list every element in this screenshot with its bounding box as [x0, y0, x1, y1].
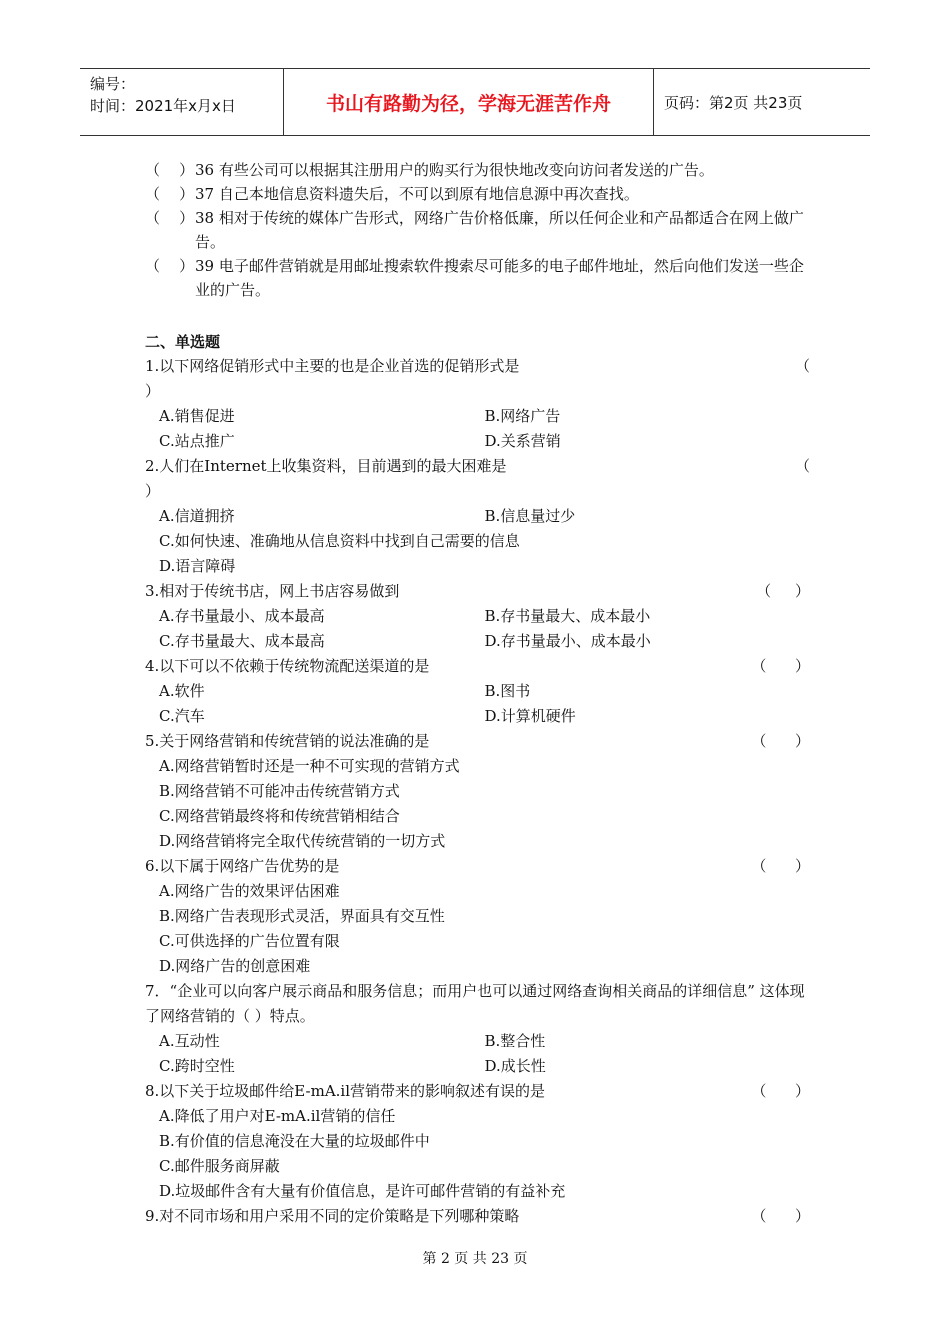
option: B.网络广告 — [484, 407, 561, 425]
answer-bracket: （ ） — [756, 582, 810, 600]
answer-bracket: （ ） — [145, 257, 195, 275]
question — [145, 354, 810, 454]
header-motto: 书山有路勤为径，学海无涯苦作舟 — [284, 69, 654, 135]
question — [145, 579, 810, 654]
question — [145, 979, 810, 1079]
tf-statement: 37 自己本地信息资料遗失后，不可以到原有地信息源中再次查找。 — [195, 185, 639, 203]
option: D.垃圾邮件含有大量有价值信息，是许可邮件营销的有益补充 — [159, 1182, 566, 1200]
question-stem — [145, 454, 810, 479]
question-list — [145, 354, 810, 1229]
question-text: 6.以下属于网络广告优势的是 — [145, 857, 340, 875]
tf-item — [145, 182, 810, 206]
header-meta — [80, 69, 284, 135]
question-text: 1.以下网络促销形式中主要的也是企业首选的促销形式是 — [145, 357, 520, 375]
option: C.网络营销最终将和传统营销相结合 — [159, 807, 400, 825]
question-stem — [145, 979, 810, 1029]
option: A.降低了用户对E-mA.il营销的信任 — [159, 1107, 396, 1125]
section-title: 二、单选题 — [145, 333, 221, 351]
option: B.有价值的信息淹没在大量的垃圾邮件中 — [159, 1132, 430, 1150]
option: B.网络营销不可能冲击传统营销方式 — [159, 782, 400, 800]
answer-bracket-close: ） — [145, 482, 161, 500]
option: D.关系营销 — [484, 432, 561, 450]
option: A.软件 — [159, 682, 205, 700]
option: D.语言障碍 — [159, 557, 236, 575]
question-stem — [145, 1204, 810, 1229]
question-text: 2.人们在Internet上收集资料，目前遇到的最大困难是 — [145, 457, 507, 475]
option-grid — [145, 604, 810, 654]
question-text: 3.相对于传统书店，网上书店容易做到 — [145, 582, 400, 600]
question-stem — [145, 354, 810, 379]
option: D.存书量最小、成本最小 — [484, 632, 651, 650]
answer-bracket: （ ） — [751, 857, 810, 875]
tf-statement: 39 电子邮件营销就是用邮址搜索软件搜索尽可能多的电子邮件地址，然后向他们发送一些企业的广告。 — [195, 257, 804, 299]
question-stem — [145, 654, 810, 679]
number-label: 编号： — [90, 75, 136, 93]
answer-bracket: （ ） — [751, 1082, 810, 1100]
time-label: 时间：2021年x月x日 — [90, 97, 236, 115]
true-false-list — [145, 158, 810, 302]
option: B.整合性 — [484, 1032, 546, 1050]
page-header — [80, 68, 870, 136]
option-grid — [145, 1029, 810, 1079]
question-stem — [145, 854, 810, 879]
question — [145, 654, 810, 729]
question-stem — [145, 1079, 810, 1104]
document-body — [145, 158, 810, 1229]
option: B.信息量过少 — [484, 507, 576, 525]
page-footer: 第 2 页 共 23 页 — [422, 1251, 528, 1267]
tf-statement: 38 相对于传统的媒体广告形式，网络广告价格低廉，所以任何企业和产品都适合在网上做广告。 — [195, 209, 804, 251]
answer-bracket: （ ） — [145, 185, 195, 203]
option: D.成长性 — [484, 1057, 546, 1075]
tf-item — [145, 206, 810, 254]
tf-item — [145, 158, 810, 182]
option: C.如何快速、准确地从信息资料中找到自己需要的信息 — [159, 532, 520, 550]
option: C.存书量最大、成本最高 — [159, 632, 325, 650]
question-text: 9.对不同市场和用户采用不同的定价策略是下列哪种策略 — [145, 1207, 520, 1225]
question — [145, 729, 810, 854]
option: A.互动性 — [159, 1032, 220, 1050]
answer-bracket: （ — [794, 357, 810, 375]
answer-bracket: （ — [794, 457, 810, 475]
option-grid — [145, 504, 810, 529]
answer-bracket: （ ） — [751, 657, 810, 675]
question-text: 7．“企业可以向客户展示商品和服务信息；而用户也可以通过网络查询相关商品的详细信息” 这体现了网络营销的（ ）特点。 — [145, 982, 805, 1025]
option: C.站点推广 — [159, 432, 235, 450]
answer-bracket-close: ） — [145, 382, 161, 400]
question — [145, 1079, 810, 1204]
question-text: 5.关于网络营销和传统营销的说法准确的是 — [145, 732, 430, 750]
option: B.网络广告表现形式灵活，界面具有交互性 — [159, 907, 445, 925]
answer-bracket: （ ） — [751, 1207, 810, 1225]
question-text: 8.以下关于垃圾邮件给E-mA.il营销带来的影响叙述有误的是 — [145, 1082, 546, 1100]
option: C.跨时空性 — [159, 1057, 235, 1075]
option: D.网络广告的创意困难 — [159, 957, 311, 975]
option-grid — [145, 404, 810, 454]
question — [145, 454, 810, 579]
question — [145, 1204, 810, 1229]
option: A.网络营销暂时还是一种不可实现的营销方式 — [159, 757, 460, 775]
header-page-info: 页码：第2页 共23页 — [664, 93, 803, 112]
question — [145, 854, 810, 979]
option: A.存书量最小、成本最高 — [159, 607, 325, 625]
option: B.图书 — [484, 682, 531, 700]
tf-item — [145, 254, 810, 302]
option: D.计算机硬件 — [484, 707, 576, 725]
question-stem — [145, 729, 810, 754]
answer-bracket: （ ） — [145, 209, 195, 227]
option: A.销售促进 — [159, 407, 235, 425]
answer-bracket: （ ） — [145, 161, 195, 179]
option-grid — [145, 679, 810, 729]
option: A.网络广告的效果评估困难 — [159, 882, 340, 900]
answer-bracket: （ ） — [751, 732, 810, 750]
option: C.可供选择的广告位置有限 — [159, 932, 340, 950]
option: C.汽车 — [159, 707, 205, 725]
question-text: 4.以下可以不依赖于传统物流配送渠道的是 — [145, 657, 430, 675]
option: A.信道拥挤 — [159, 507, 235, 525]
option: B.存书量最大、成本最小 — [484, 607, 651, 625]
question-stem — [145, 579, 810, 604]
option: D.网络营销将完全取代传统营销的一切方式 — [159, 832, 446, 850]
option: C.邮件服务商屏蔽 — [159, 1157, 280, 1175]
tf-statement: 36 有些公司可以根据其注册用户的购买行为很快地改变向访问者发送的广告。 — [195, 161, 714, 179]
